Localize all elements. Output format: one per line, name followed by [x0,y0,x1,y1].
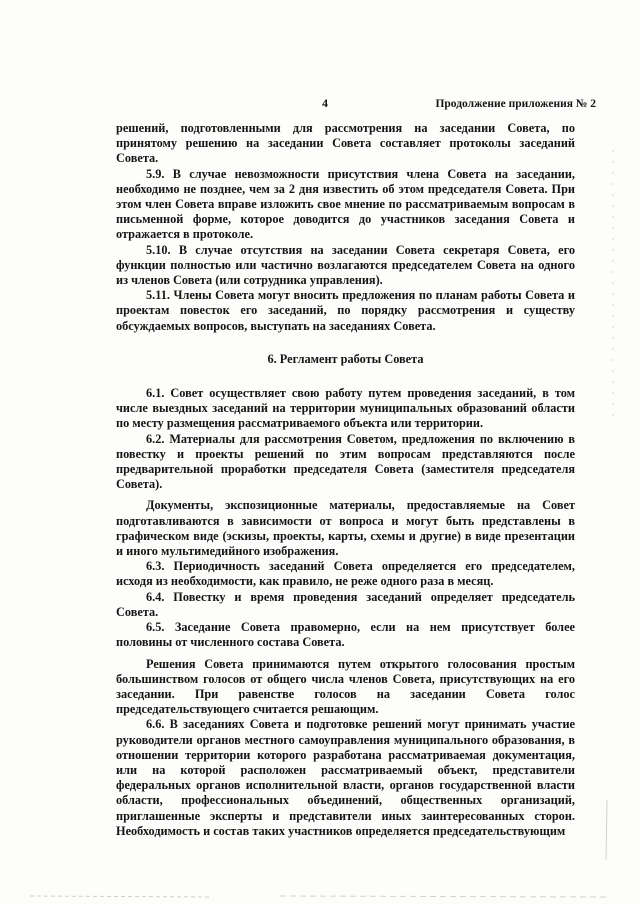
paragraph-5-9: 5.9. В случае невозможности присутствия члена Совета на заседании, необходимо не позднее, чем за 2 дня известить об этом председателя Совета. При этом член Совета вправе изложить свое мнение по рассматриваемым вопросам в письменной форме, которое доводится до участников заседания Совета и отражается в протоколе. [116,166,575,242]
paragraph-5-10: 5.10. В случае отсутствия на заседании Совета секретаря Совета, его функции полностью или частично возлагаются председателем Совета на одного из членов Совета (или сотрудника управления). [116,242,575,288]
document-body [116,121,575,839]
page-number: 4 [322,96,328,110]
paragraph-documents: Документы, экспозиционные материалы, предоставляемые на Совет подготавливаются в зависимости от вопроса и могут быть представлены в графическом виде (эскизы, проекты, карты, схемы и другие) в виде презентации и иного мультимедийного изображения. [116,498,575,559]
paragraph-6-3: 6.3. Периодичность заседаний Совета определяется его председателем, исходя из необходимости, как правило, не реже одного раза в месяц. [116,559,575,589]
paragraph-6-5: 6.5. Заседание Совета правомерно, если на нем присутствует более половины от численного состава Совета. [116,620,575,650]
paragraph-decisions: Решения Совета принимаются путем открытого голосования простым большинством голосов от общего числа членов Совета, присутствующих на его заседании. При равенстве голосов на заседании Совета голос председательствующего считается решающим. [116,656,575,717]
paragraph-6-1: 6.1. Совет осуществляет свою работу путем проведения заседаний, в том числе выездных заседаний на территории муниципальных образований области по месту размещения рассматриваемого объекта или территории. [116,386,575,431]
paragraph-continuation: решений, подготовленными для рассмотрения на заседании Совета, по принятому решению на заседании Совета составляет протоколы заседаний Совета. [116,121,575,166]
appendix-continuation-note: Продолжение приложения № 2 [435,98,596,110]
paragraph-6-2: 6.2. Материалы для рассмотрения Советом, предложения по включению в повестку и проекты решений по этим вопросам представляются после предварительной проработки председателя Совета (заместителя председателя Совета). [116,431,575,492]
paragraph-6-4: 6.4. Повестку и время проведения заседаний определяет председатель Совета. [116,589,575,619]
paragraph-6-6: 6.6. В заседаниях Совета и подготовке решений могут принимать участие руководители органов местного самоуправления муниципального образования, в отношении территории которого разработана рассматриваемая документация, или на которой расположен рассматриваемый объект, представители федеральных органов исполнительной власти, органов государственной власти области, профессиональных объединений, общественных организаций, приглашенные эксперты и представители иных заинтересованных сторон. Необходимость и состав таких участников определяется председательствующим [116,717,575,838]
paragraph-5-11: 5.11. Члены Совета могут вносить предложения по планам работы Совета и проектам повесток его заседаний, по порядку рассмотрения и существу обсуждаемых вопросов, выступать на заседаниях Совета. [116,288,575,333]
section-heading: 6. Регламент работы Совета [267,351,424,366]
